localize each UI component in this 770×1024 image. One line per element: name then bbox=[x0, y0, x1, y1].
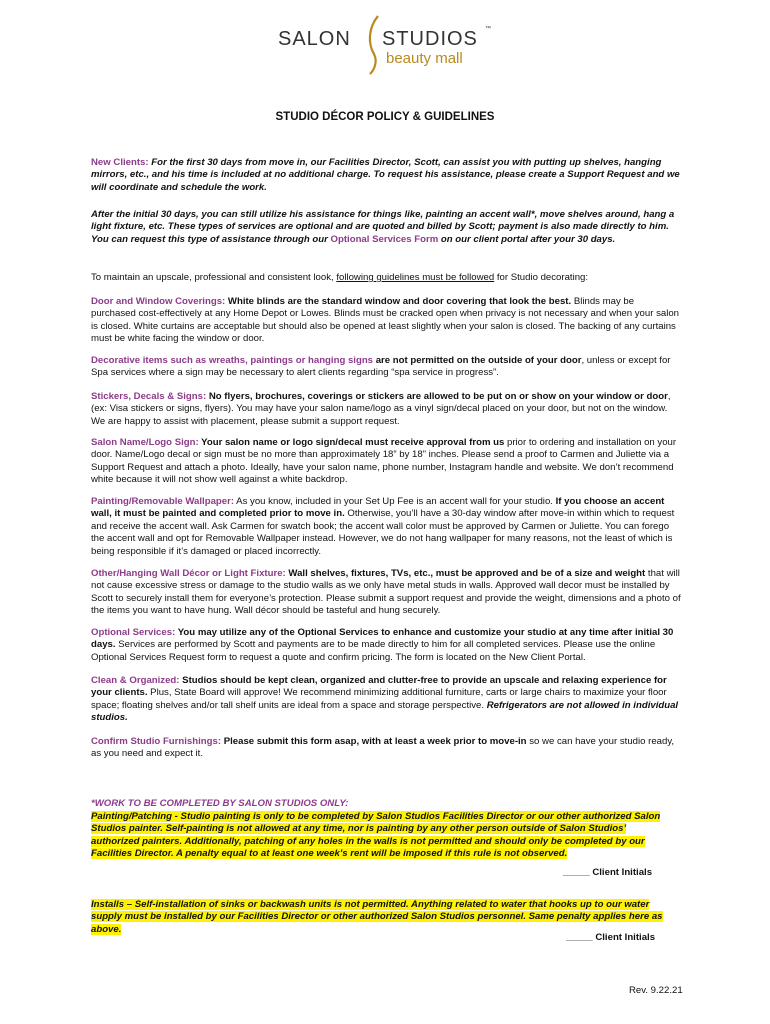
logo-sign-text: prior to ordering and installation on your door. Name/Logo decal or sign must be no more than approximately 18” by 18” inches. Please send a proof to Carmen and Juliette via a Support Request and attach a photo. Ideally, have your salon name, phone number, Instagram handle and website. We don’t recommend white because it will not show well against a white backdrop. bbox=[91, 437, 677, 486]
decorative-text: , unless or except for Spa services where a sign may be necessary to alert clients regarding “spa service in progress”. bbox=[91, 355, 671, 379]
logo-word-studios: STUDIOS bbox=[382, 28, 478, 50]
optional-services-bold: You may utilize any of the Optional Services to enhance and customize your studio at any time after initial 30 days. bbox=[91, 627, 674, 651]
logo-sign-label: Salon Name/Logo Sign: bbox=[91, 437, 199, 448]
logo-word-salon: SALON bbox=[278, 28, 351, 50]
optional-services-paragraph bbox=[91, 627, 681, 664]
door-window-text: Blinds may be purchased cost-effectively at any Home Depot or Lowes. Blinds must be cracked open when privacy is not necessary and when your salon is closed. White curtains are acceptable but should also be opened at least slightly when your salon is closed. The backing of any curtains must be white facing the window or door. bbox=[91, 296, 680, 345]
hanging-decor-bold: Wall shelves, fixtures, TVs, etc., must be approved and be of a size and weight bbox=[285, 568, 646, 579]
painting-bold: If you choose an accent wall, it must be painted and completed prior to move in. bbox=[91, 496, 665, 520]
confirm-furnishings-text: so we can have your studio ready, as you need and expect it. bbox=[91, 736, 675, 760]
clean-organized-label: Clean & Organized: bbox=[91, 675, 180, 686]
new-clients-text: For the first 30 days from move in, our Facilities Director, Scott, can assist you with putting up shelves, hanging mirrors, etc., and his time is included at no additional charge. To request his assistance, please create a Support Request and we will coordinate and schedule the work. bbox=[91, 157, 680, 193]
salon-studios-logo bbox=[276, 14, 496, 78]
refrigerators-rule: Refrigerators are not allowed in individual studios. bbox=[91, 699, 679, 724]
client-initials-painting[interactable]: _____ Client Initials bbox=[563, 867, 653, 878]
optional-services-label: Optional Services: bbox=[91, 627, 176, 638]
installs-text: Installs – Self-installation of sinks or backwash units is not permitted. Anything related to water that hooks up to our water supply must be installed by our Facilities Director or other authorized Salon Studios personnel. Same penalty applies here as above. bbox=[91, 899, 663, 935]
logo-swoosh-icon bbox=[364, 14, 384, 76]
painting-text: As you know, included in your Set Up Fee is an accent wall for your studio. bbox=[234, 496, 556, 507]
confirm-furnishings-label: Confirm Studio Furnishings: bbox=[91, 736, 222, 747]
guidelines-underlined: following guidelines must be followed bbox=[336, 272, 495, 283]
decorative-label: Decorative items such as wreaths, paintings or hanging signs bbox=[91, 355, 374, 366]
door-window-label: Door and Window Coverings: bbox=[91, 296, 226, 307]
maintain-text-end: for Studio decorating: bbox=[494, 272, 589, 283]
painting-label: Painting/Removable Wallpaper: bbox=[91, 496, 235, 507]
revision-label: Rev. 9.22.21 bbox=[629, 985, 683, 996]
optional-services-form-link[interactable]: Optional Services Form bbox=[330, 233, 439, 245]
clean-organized-text: Plus, State Board will approve! We recommend minimizing additional furniture, carts or large chairs to maximize your floor space; floating shelves and/or tall shelf units are ideal from a space and storage perspective. bbox=[91, 687, 667, 711]
painting-text-end: Otherwise, you’ll have a 30-day window after move-in within which to request and receive the accent wall. Ask Carmen for swatch book; the accent wall color must be approved by Carmen or Juliette. You can forego the accent wall and opt for Removable Wallpaper instead. However, we do not hang wallpaper for many reasons, not the least of which is being responsible if it’s damaged or placed incorrectly. bbox=[91, 508, 675, 557]
decorative-bold: are not permitted on the outside of your door bbox=[373, 355, 582, 366]
stickers-bold: No flyers, brochures, coverings or stickers are allowed to be put on or show on your window or door bbox=[206, 391, 668, 402]
door-window-bold: White blinds are the standard window and door covering that look the best. bbox=[225, 296, 572, 307]
clean-organized-bold: Studios should be kept clean, organized and clutter-free to provide an upscale and relaxing experience for your clients. bbox=[91, 675, 667, 699]
hanging-decor-label: Other/Hanging Wall Décor or Light Fixture: bbox=[91, 568, 286, 579]
painting-paragraph bbox=[91, 496, 681, 558]
clean-organized-paragraph bbox=[91, 675, 681, 725]
after-30-days-paragraph bbox=[91, 209, 681, 246]
decorative-paragraph bbox=[91, 355, 681, 380]
hanging-decor-paragraph bbox=[91, 568, 681, 618]
after-30-text: After the initial 30 days, you can still utilize his assistance for things like, painting an accent wall*, move shelves around, hang a light fixture, etc. These types of services are optional and are quoted and billed by Scott; payment is also made directly to him. You can request this type of assistance through our bbox=[91, 209, 675, 245]
logo-sign-bold: Your salon name or logo sign/decal must receive approval from us bbox=[198, 437, 505, 448]
maintain-paragraph bbox=[91, 272, 681, 284]
logo-trademark: ™ bbox=[485, 26, 491, 32]
maintain-text: To maintain an upscale, professional and consistent look, bbox=[91, 272, 337, 283]
stickers-text: , (ex: Visa stickers or signs, flyers). You may have your salon name/logo as a vinyl sign/decal placed on your door, but not on the window. We are happy to assist with placement, please submit a support request. bbox=[91, 391, 671, 427]
stickers-paragraph bbox=[91, 391, 681, 428]
page-title: STUDIO DÉCOR POLICY & GUIDELINES bbox=[275, 111, 495, 123]
new-clients-label: New Clients: bbox=[91, 157, 149, 168]
client-initials-installs[interactable]: _____ Client Initials bbox=[566, 932, 656, 943]
door-window-paragraph bbox=[91, 296, 681, 346]
confirm-furnishings-bold: Please submit this form asap, with at least a week prior to move-in bbox=[221, 736, 527, 747]
optional-services-text: Services are performed by Scott and payments are to be made directly to him for all completed services. Please use the online Optional Services Request form to request a quote and confirm pricing. The form is located on the New Client Portal. bbox=[91, 639, 656, 663]
painting-patching-paragraph bbox=[91, 811, 663, 861]
logo-tagline: beauty mall bbox=[386, 50, 463, 67]
hanging-decor-text: that will not cause excessive stress or damage to the studio walls as we only have metal studs in walls. Approved wall decor must be installed by Scott to securely install them for everyone’s protection. Please submit a support request and provide the weight, dimensions and a photo of the items you want to have hung. Wall décor should be tasteful and hung securely. bbox=[91, 568, 681, 617]
new-clients-paragraph bbox=[91, 157, 681, 194]
logo-sign-paragraph bbox=[91, 437, 681, 487]
work-heading: *WORK TO BE COMPLETED BY SALON STUDIOS ONLY: bbox=[91, 798, 349, 809]
stickers-label: Stickers, Decals & Signs: bbox=[91, 391, 207, 402]
confirm-furnishings-paragraph bbox=[91, 736, 681, 761]
installs-paragraph bbox=[91, 899, 681, 936]
after-30-text-end: on our client portal after your 30 days. bbox=[438, 233, 616, 245]
painting-patching-text: Painting/Patching - Studio painting is only to be completed by Salon Studios Facilities Director or our other authorized Salon Studios painter. Self-painting is not allowed at any time, nor is painting by any other person outside of Salon Studios’ authorized painters. Additionally, patching of any holes in the walls is not permitted and should only be completed by our Facilities Director. A penalty equal to at least one week’s rent will be imposed if this rule is not observed. bbox=[91, 811, 661, 860]
